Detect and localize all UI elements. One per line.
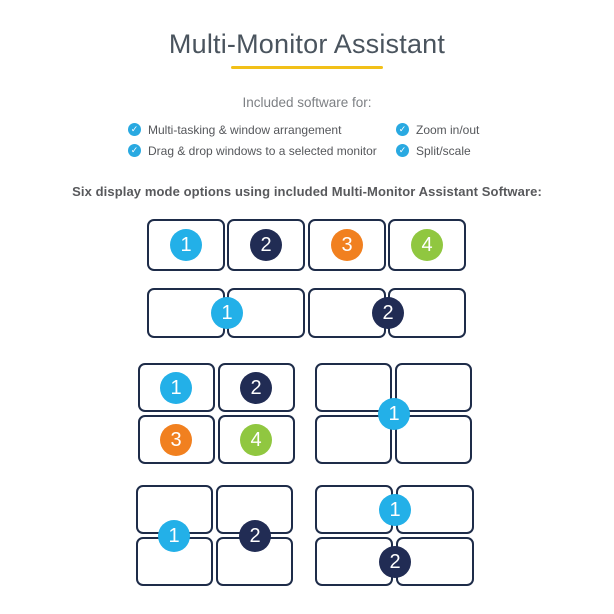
check-icon: ✓ [396, 144, 409, 157]
window-badge-1: 1 [211, 297, 243, 329]
window-badge-1: 1 [378, 398, 410, 430]
window-badge-1: 1 [158, 520, 190, 552]
feature-label: Multi-tasking & window arrangement [148, 122, 342, 137]
window-badge-4: 4 [411, 229, 443, 261]
feature-label: Split/scale [416, 143, 471, 158]
window-badge-4: 4 [240, 424, 272, 456]
window-badge-1: 1 [379, 494, 411, 526]
check-icon: ✓ [396, 123, 409, 136]
window-badge-2: 2 [250, 229, 282, 261]
check-icon: ✓ [128, 123, 141, 136]
window-badge-2: 2 [239, 520, 271, 552]
subtitle: Included software for: [242, 95, 372, 110]
page-title: Multi-Monitor Assistant [168, 29, 446, 59]
window-badge-1: 1 [160, 372, 192, 404]
feature-label: Drag & drop windows to a selected monitor [148, 143, 377, 158]
window-badge-3: 3 [331, 229, 363, 261]
feature-label: Zoom in/out [416, 122, 480, 137]
window-badge-2: 2 [240, 372, 272, 404]
window-badge-2: 2 [379, 546, 411, 578]
window-badge-2: 2 [372, 297, 404, 329]
check-icon: ✓ [128, 144, 141, 157]
modes-heading: Six display mode options using included Multi-Monitor Assistant Software: [72, 184, 542, 199]
window-badge-3: 3 [160, 424, 192, 456]
window-badge-1: 1 [170, 229, 202, 261]
